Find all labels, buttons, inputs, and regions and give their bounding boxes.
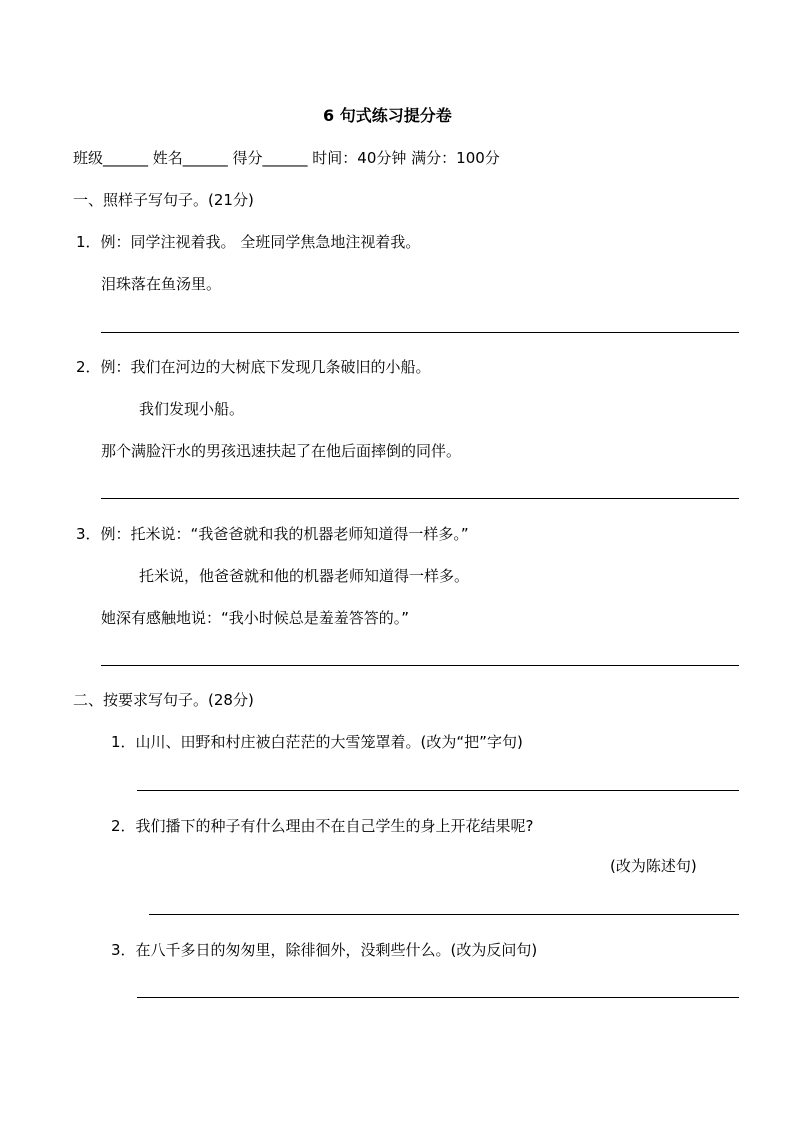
s1-item2-prompt: 那个满脸汗水的男孩迅速扶起了在他后面摔倒的同伴。 — [101, 442, 462, 460]
s1-item1-answer-line[interactable] — [101, 332, 739, 333]
header-info: 班级______ 姓名______ 得分______ 时间：40分钟 满分：100分 — [73, 149, 500, 167]
s1-item2-answer-line[interactable] — [101, 498, 739, 499]
s1-item3-example-result: 托米说，他爸爸就和他的机器老师知道得一样多。 — [139, 567, 470, 585]
s2-item1-answer-line[interactable] — [137, 790, 739, 791]
s2-item3-answer-line[interactable] — [137, 997, 739, 998]
s1-item1-example: 1．例：同学注视着我。 全班同学焦急地注视着我。 — [76, 233, 421, 251]
section2-heading: 二、按要求写句子。(28分) — [73, 691, 254, 709]
section1-heading: 一、照样子写句子。(21分) — [73, 191, 254, 209]
s2-item2-text: 2．我们播下的种子有什么理由不在自己学生的身上开花结果呢? — [111, 817, 534, 835]
s1-item3-prompt: 她深有感触地说：“我小时候总是羞羞答答的。” — [101, 609, 410, 627]
s1-item2-example: 2．例：我们在河边的大树底下发现几条破旧的小船。 — [76, 358, 431, 376]
s2-item3-text: 3．在八千多日的匆匆里，除徘徊外，没剩些什么。(改为反问句) — [111, 941, 538, 959]
s2-item2-answer-line[interactable] — [149, 914, 739, 915]
s1-item3-example: 3．例：托米说：“我爸爸就和我的机器老师知道得一样多。” — [76, 525, 469, 543]
s1-item1-prompt: 泪珠落在鱼汤里。 — [101, 275, 222, 293]
s2-item2-instruction: (改为陈述句) — [610, 857, 697, 875]
s1-item3-answer-line[interactable] — [101, 665, 739, 666]
s2-item1-text: 1．山川、田野和村庄被白茫茫的大雪笼罩着。(改为“把”字句) — [111, 733, 523, 751]
s1-item2-example-result: 我们发现小船。 — [139, 400, 245, 418]
page-title: 6 句式练习提分卷 — [323, 106, 452, 125]
